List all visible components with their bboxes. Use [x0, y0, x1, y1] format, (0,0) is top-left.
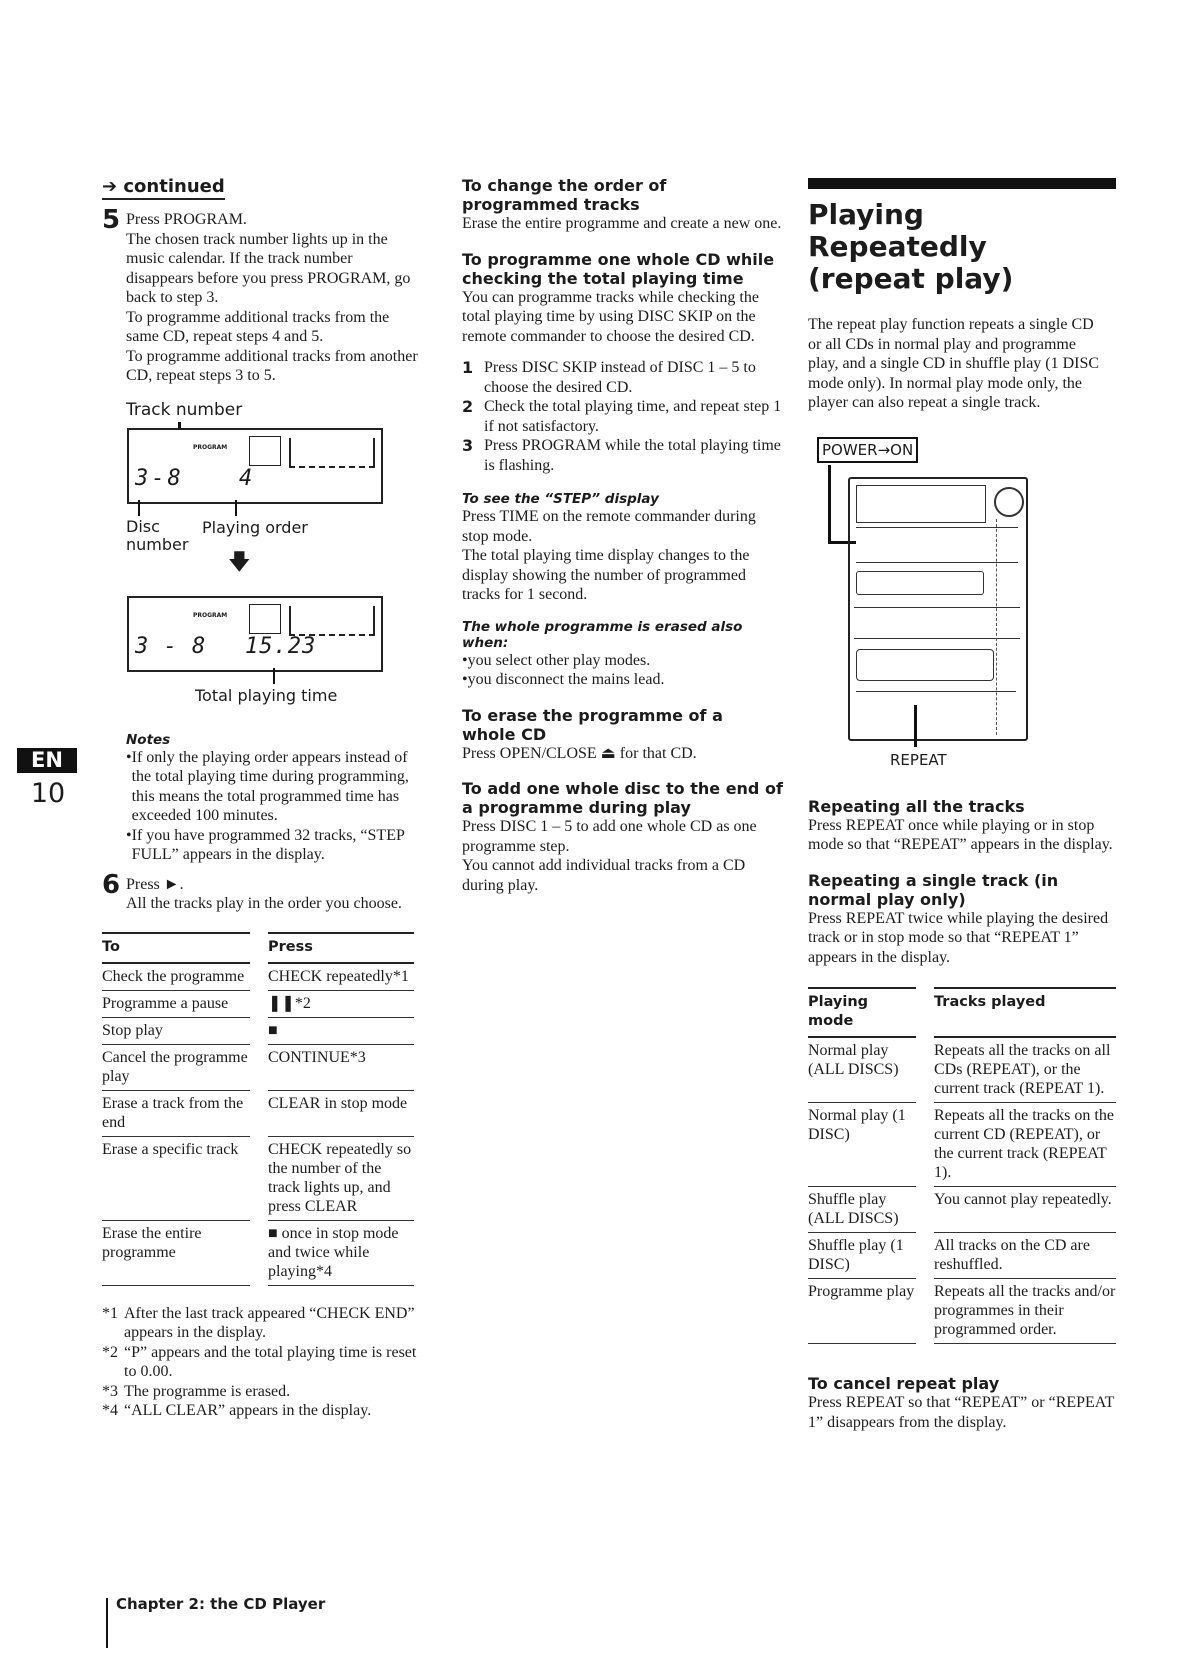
repeat-modes-table [808, 987, 1116, 1344]
repeat-single-heading: Repeating a single track (in normal play only) [808, 870, 1059, 909]
table-row: Shuffle play (ALL DISCS) You cannot play repeatedly. [808, 1187, 1116, 1233]
footnote: *1 After the last track appeared “CHECK END” appears in the display. [102, 1304, 415, 1341]
whole-cd-steps [462, 358, 784, 475]
footnote: *3 The programme is erased. [102, 1382, 291, 1400]
table-header-tracks: Tracks played [934, 987, 1116, 1038]
note-item: • If you have programmed 32 tracks, “STEP FULL” appears in the display. [126, 826, 405, 863]
display-figure [102, 400, 424, 726]
erase-whole-cd-text: Press OPEN/CLOSE ⏏ for that CD. [462, 744, 697, 762]
table-row: Check the programme CHECK repeatedly*1 [102, 964, 414, 991]
lcd1-step: 4 [239, 465, 256, 491]
repeat-pointer-line [914, 705, 917, 747]
continued-heading: ➔ continued [102, 176, 225, 200]
table-row: Normal play (1 DISC) Repeats all the tracks on the current CD (REPEAT), or the current track (REPEAT 1). [808, 1103, 1116, 1187]
erase-whole-cd-heading: To erase the programme of a whole CD [462, 705, 723, 744]
repeat-all-heading: Repeating all the tracks [808, 796, 1025, 816]
table-header-row [808, 987, 1116, 1038]
note-item: • If only the playing order appears instead of the total playing time during programming, this means the total programmed time has exceeded 100 minutes. [126, 748, 409, 824]
column-middle [462, 176, 784, 895]
tuner-row [856, 527, 1018, 563]
step-5-line: The chosen track number lights up in the music calendar. If the track number disappears before you press PROGRAM, go back to step 3. [126, 230, 411, 306]
eq-indicator [249, 436, 281, 466]
section-rule [808, 178, 1116, 189]
table-row: Programme play Repeats all the tracks and/or programmes in their programmed order. [808, 1279, 1116, 1344]
order-pointer-line [235, 500, 237, 516]
volume-knob [994, 487, 1024, 517]
add-disc-text: Press DISC 1 – 5 to add one whole CD as one programme step. [462, 818, 757, 855]
page-number: 10 [30, 778, 66, 809]
program-operations-table [102, 932, 414, 1286]
power-line [828, 465, 831, 543]
column-left [102, 176, 424, 1421]
notes [102, 732, 424, 865]
repeat-all-text: Press REPEAT once while playing or in stop mode so that “REPEAT” appears in the display. [808, 816, 1113, 853]
time-pointer-line [273, 668, 275, 684]
cancel-repeat-text: Press REPEAT so that “REPEAT” or “REPEAT 1” disappears from the display. [808, 1394, 1115, 1431]
device-body [848, 477, 1028, 741]
program-indicator: PROGRAM [193, 443, 228, 451]
step-5-line: To programme additional tracks from another CD, repeat steps 3 to 5. [126, 347, 418, 384]
lcd1-disc-track: 3-8 [135, 465, 184, 491]
step-5 [102, 205, 424, 386]
disc-pointer-line [138, 500, 140, 516]
side-buttons [996, 519, 1019, 735]
program-indicator: PROGRAM [193, 611, 228, 619]
page-title: Playing Repeatedly (repeat play) [808, 198, 1014, 295]
step-5-number: 5 [102, 205, 121, 235]
cd-tray [856, 571, 984, 595]
footer-rule [106, 1598, 108, 1648]
table-row: Erase the entire programme ■ once in stop mode and twice while playing*4 [102, 1221, 414, 1286]
step-5-title: Press PROGRAM. [126, 211, 247, 228]
footnote: *2 “P” appears and the total playing time is reset to 0.00. [102, 1343, 417, 1380]
lcd2-disc-track: 3 - 8 [135, 633, 207, 659]
add-disc-heading: To add one whole disc to the end of a programme during play [462, 779, 783, 817]
step-5-line: To programme additional tracks from the same CD, repeat steps 4 and 5. [126, 308, 390, 345]
display-panel [856, 485, 986, 523]
table-header-mode: Playing mode [808, 987, 916, 1038]
step-6 [102, 869, 424, 914]
language-tab: EN [17, 748, 77, 773]
change-order-heading: To change the order of programmed tracks [462, 176, 667, 214]
lcd-display-time [127, 596, 383, 672]
calendar-dashes [289, 438, 375, 468]
step-display-heading: To see the “STEP” display [462, 491, 659, 507]
intro-text: The repeat play function repeats a single CD or all CDs in normal play and programme play, and a single CD in shuffle play (1 DISC mode only). In normal play mode only, the player can also repeat a single track. [808, 316, 1100, 411]
step-6-number: 6 [102, 869, 121, 900]
table-row: Stop play ■ [102, 1018, 414, 1045]
lcd-display-step [127, 428, 383, 504]
change-order-text: Erase the entire programme and create a new one. [462, 215, 782, 232]
step-6-title: Press ►. [126, 875, 184, 893]
table-row: Cancel the programme play CONTINUE*3 [102, 1045, 414, 1091]
table-header-to: To [102, 932, 250, 964]
list-item: 3 Press PROGRAM while the total playing time is flashing. [462, 436, 781, 474]
table-row: Erase a specific track CHECK repeatedly so the number of the track lights up, and press CLEAR [102, 1137, 414, 1221]
list-item: 1 Press DISC SKIP instead of DISC 1 – 5 to choose the desired CD. [462, 358, 756, 396]
erased-heading: The whole programme is erased also when: [462, 618, 743, 651]
step-display-text: The total playing time display changes to the display showing the number of programmed tracks for 1 second. [462, 547, 750, 603]
bottom-controls [856, 691, 1016, 722]
eq-indicator [249, 604, 281, 634]
list-item: •you select other play modes. [462, 651, 651, 669]
step-6-text: All the tracks play in the order you choose. [126, 895, 402, 912]
tape-deck [856, 649, 994, 681]
list-item: •you disconnect the mains lead. [462, 671, 665, 688]
power-label: POWER→ON [817, 437, 918, 463]
arrow-right-icon: ➔ [102, 176, 118, 197]
whole-cd-heading: To programme one whole CD while checking the total playing time [462, 249, 775, 288]
step-display-text: Press TIME on the remote commander during stop mode. [462, 508, 756, 545]
table-row: Programme a pause ❚❚*2 [102, 991, 414, 1018]
cancel-repeat-heading: To cancel repeat play [808, 1374, 1000, 1393]
chapter-footer: Chapter 2: the CD Player [116, 1595, 326, 1613]
lcd2-time: 15.23 [245, 633, 317, 659]
cd-player-illustration [808, 429, 1118, 797]
arrow-down-icon: 🡇 [228, 549, 251, 575]
list-item: 2 Check the total playing time, and repeat step 1 if not satisfactory. [462, 397, 782, 435]
repeat-label: REPEAT [890, 750, 947, 769]
add-disc-text: You cannot add individual tracks from a CD during play. [462, 857, 746, 894]
table-row: Shuffle play (1 DISC) All tracks on the CD are reshuffled. [808, 1233, 1116, 1279]
table-header-row [102, 932, 414, 964]
table-header-press: Press [268, 932, 414, 964]
notes-title: Notes [126, 731, 171, 748]
column-right [808, 178, 1118, 1432]
disc-number-label: Disc number [126, 516, 189, 554]
repeat-single-text: Press REPEAT twice while playing the desired track or in stop mode so that “REPEAT 1” appears in the display. [808, 909, 1109, 966]
whole-cd-text: You can programme tracks while checking the total playing time by using DISC SKIP on the remote commander to choose the desired CD. [462, 288, 759, 345]
footnote: *4 “ALL CLEAR” appears in the display. [102, 1402, 372, 1419]
playing-order-label: Playing order [202, 517, 308, 537]
table-row: Erase a track from the end CLEAR in stop mode [102, 1091, 414, 1137]
total-playing-time-label: Total playing time [195, 685, 338, 705]
footnotes [102, 1304, 424, 1421]
table-row: Normal play (ALL DISCS) Repeats all the tracks on all CDs (REPEAT), or the current track (REPEAT 1). [808, 1038, 1116, 1103]
calendar-dashes [289, 606, 375, 636]
track-number-label: Track number [126, 399, 243, 420]
